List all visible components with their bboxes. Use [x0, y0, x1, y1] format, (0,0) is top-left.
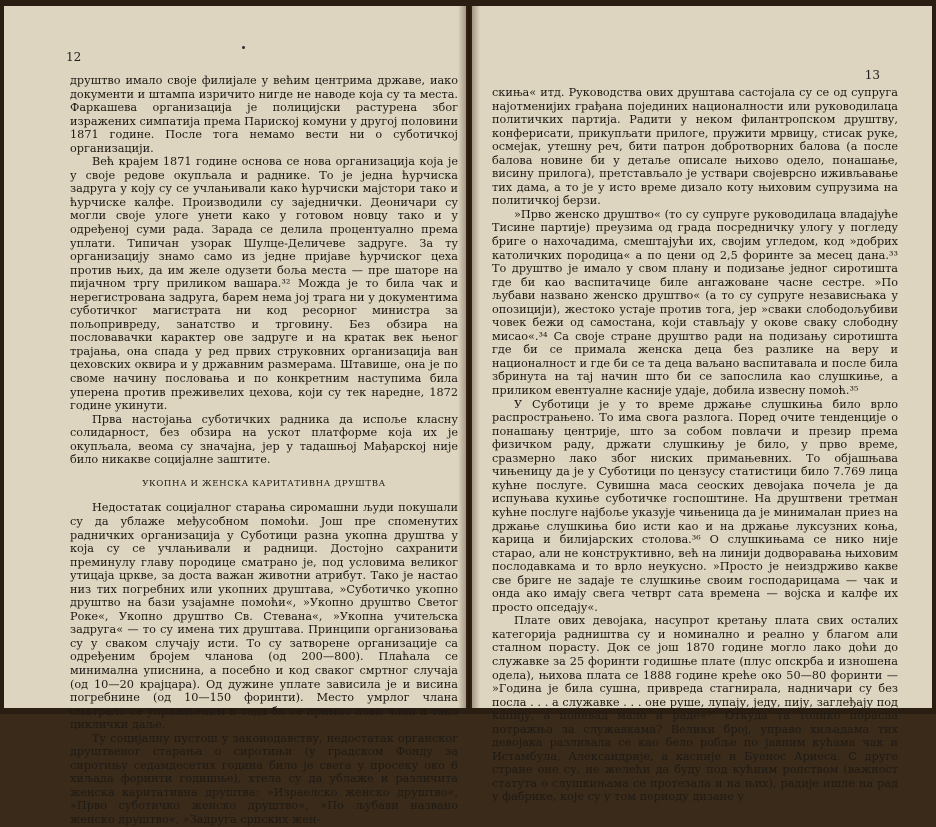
paragraph: У Суботици је у то време држање слушкиња било врло распрострањено. То има свога разлога. Поред очите тенденције о понашању центрије, што за собом повлачи и презир према физичком раду, држати слушкињу је било, у прво време, сразмерно лако због ниских примањевних. То објашњава чињеницу да је у Суботици по цензусу статистици било 7.769 лица кућне послуге. Сувишна маса сеоских девојака почела је да испуњава кухиње суботичке госпоштине. На друштвени третман кућне послуге најбоље указује чињеница да је минималан приез на држање слушкиња био исти као и на држање луксузних коња, карица и билијарских столова.³⁶ О слушкињама се нико није старао, али не конструктивно, већ на линији додворавања њиховим послодавкама и то врло неукусно. »Просто је неиздрживо какве све бриге не задаје те слушкиње своим господарицама — чак и онда ако имају свега четврт сата времена — војска и калфе их просто опседају«. — [492, 397, 899, 614]
section-heading: УКОПНА И ЖЕНСКА КАРИТАТИВНА ДРУШТВА — [142, 478, 386, 489]
right-page — [472, 6, 932, 804]
left-page — [4, 6, 466, 826]
paragraph: Прва настојања суботичких радника да испоље класну солидарност, без обзира на ускот платформе која их је окупљала, веома су значајна, јер у тадашњој Мађарској није било никакве социјалне заштите. — [70, 412, 458, 467]
left-page-body — [70, 74, 458, 827]
book-gutter — [458, 6, 480, 708]
paragraph: Плате ових девојака, насупрот кретању плата свих осталих категорија радништва су и номинално и реално у благом али сталном порасту. Док се још 1870 године могло лако доћи до служавке за 25 форинти годишње плате (плус опскрба и изношена одела), њихова плата се 1888 године креће око 50—80 форинти — »Година је била сушна, привреда стагнирала, надничари су без посла . . . а служавке . . . оне руше, лупају, једу, пију, заглеђају под капију, а поневад мало и раде«³⁷ Откуда та толико порасла потражња за служавкама? Велики број, управо хиљадама тих девојака разливала се као бело робље по јавним кућама чак и Истамбула, Александрије, а касније и Буенос Ариеса. С друге стране оне су, не желећи да буду под кућним ропством (важност статута о слушкињама се протезала и на њих), радије ишле на рад у фабрике, које су у том периоду дизане у — [492, 614, 898, 804]
paragraph: друштво имало своје филијале у већим центрима државе, иако документи и штампа изричито нигде не наводе која су та места. Фаркашева организација је полицијски растурена због изражених симпатија према Париској комуни у другој половини 1871 године. После тога немамо вести ни о суботичкој организацији. — [70, 74, 458, 155]
page-number-left: 12 — [66, 50, 82, 64]
paragraph: Ту социјалну пустош у законодавству, недостатак органског друштвеног старања о сиротињи (у градском Фонду за сиротињу седамдесетих година било је свега у просеку око 6 хиљада форинти годишње), хтела су да ублаже и различита женска каритативна друштва: »Израелско женско друштво«, »Прво суботичко женско друштво«, »По љубави названо женско друштво«, »Задруга српских жен- — [70, 731, 458, 826]
page-number-right: 13 — [864, 68, 880, 82]
ink-dot — [242, 46, 245, 49]
right-page-body — [492, 86, 898, 804]
paragraph: Недостатак социјалног старања сиромашни људи покушали су да ублаже међусобном помоћи. Још пре споменутих радничких организација у Суботици разна укопна друштва у која су се учлањивали и радници. Достојно сахранити преминулу главу породице сматрано је, под условима великог утицаја цркве, за доста важан животни атрибут. Тако је настао низ тих погребних или укопних друштава, »Суботичко укопно друштво на бази узајамне помоћи«, »Укопно друштво Светог Роке«, Укопно друштво Св. Стевана«, »Укопна учитељска задруга« — то су имена тих друштава. Принципи организовања су у сваком случају исти. То су затворене организације са одређеним бројем чланова (од 200—800). Плаћала се минимална уписнина, а посебно и код сваког смртног случаја (од 10—20 крајцара). Од дужине уплате зависила је и висина погребнине (од 10—150 форинти). Место умрлог члана сматрало се упражњеним и тада би се примао нови члан и тако циклички даље. — [70, 501, 458, 732]
paragraph: Већ крајем 1871 године основа се нова организација која је у своје редове окупљала и раднике. То је једна ћурчиска задруга у коју су се учлањивали како ћурчиски мајстори тако и ћурчиске калфе. Производили су заједнички. Деоничари су могли своје улоге унети како у готовом новцу тако и у одређеној суми рада. Зарада се делила процентуално према уплати. Типичан узорак Шулце-Деличеве задруге. За ту организацију знамо само из једне пријаве ћурчиског цеха против њих, да им желе одузети боља места — пре шаторе на пијачном тргу приликом вашара.³² Можда је то била чак и нерегистрована задруга, барем нема јој трага ни у документима суботичког магистрата ни код ресорног министра за пољопривреду, занатство и трговину. Без обзира на пословавачки карактер ове задруге и на кратак век њеног трајања, она спада у ред првих струковних организација ван цеховских оквира и у државним размерама. Штавише, она је по своме начину пословања и по конкретним наступима била уперена против преживелих цехова, који су тек наредне, 1872 године укинути. — [70, 155, 458, 413]
paragraph: »Прво женско друштво« (то су супруге руководилаца владајуће Тисине партије) преузима од града посредничку улогу у погледу бриге о нахочадима, смештајући их, својим угледом, код »добрих католичких породица« а по цени од 2,5 форинте за месец дана.³³ То друштво је имало у свом плану и подизање једног сиротишта где би као васпитачице биле ангажоване часне сестре. »По љубави названо женско друштво« (а то су супруге независњака у опозицији), жестоко устаје против тога, јер »сваки слободољубиви човек бежи од самостана, који стављају у окове сваку слободну мисао«.³⁴ Са своје стране друштво ради на подизању сиротишта где би се примала женска деца без разлике на веру и националност и где би се та деца ваљано васпитавала и после била збринута на тај начин што би се запослила као слушкиње, а приликом евентуалне касније удаје, добила извесну помоћ.³⁵ — [492, 207, 898, 398]
paragraph: скиња« итд. Руководства ових друштава састојала су се од супруга најотменијих грађана појединих националности или руководилаца политичких партија. Радити у неком филантропском друштву, конферисати, прикупљати прилоге, пружити мрвицу, стисак руке, осмејак, утешну реч, бити патрон добротворних балова (а после балова новине би у детаље описале њихово одело, понашање, висину прилога), претстављало је уствари својеврсно иживљавање тих дама, а то је у исто време дизало коту њиховим супрузима на политичкој берзи. — [492, 86, 898, 208]
